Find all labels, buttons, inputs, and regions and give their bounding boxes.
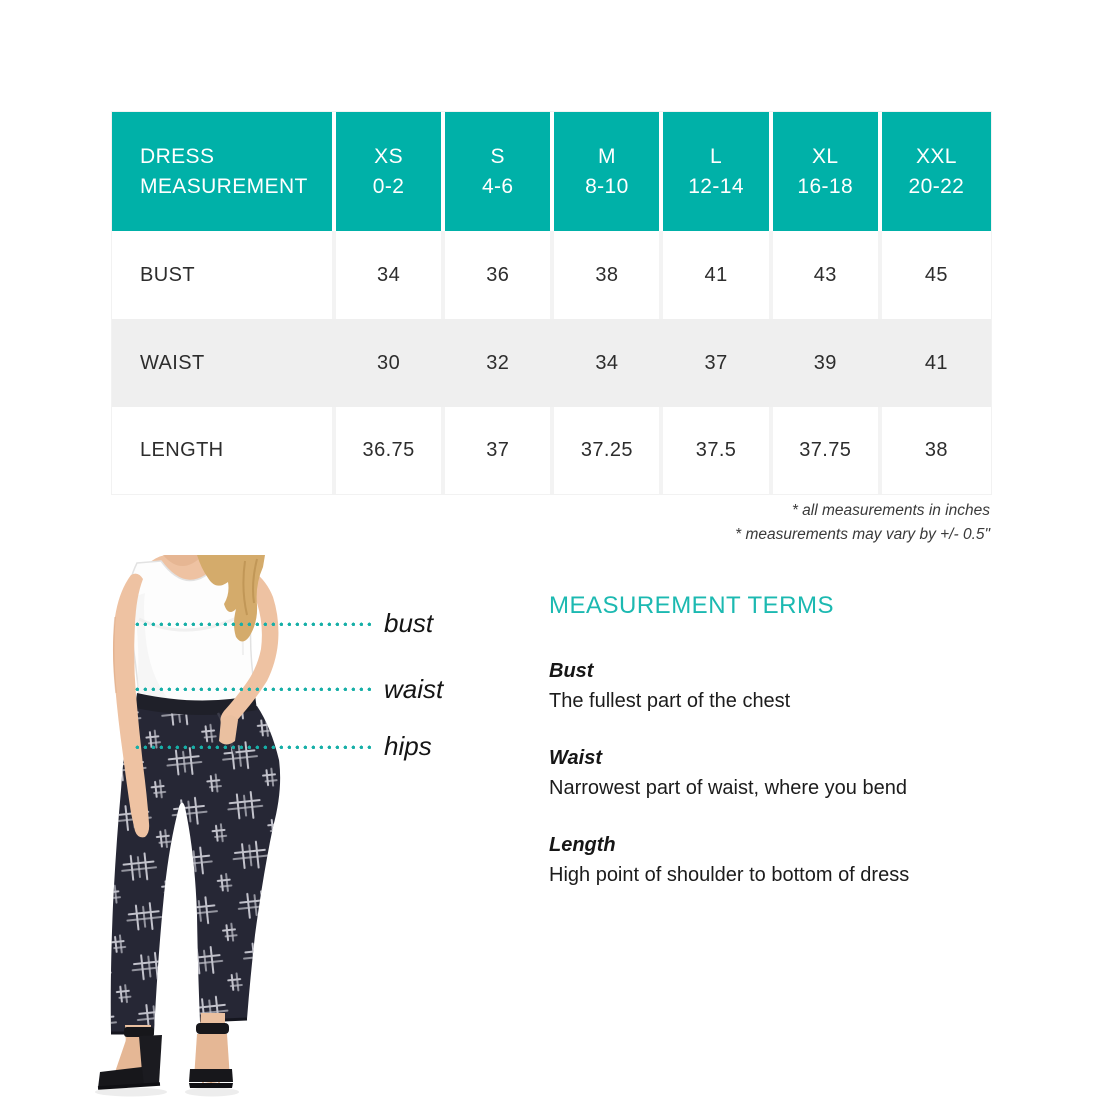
length-xl: 37.75 <box>773 407 882 494</box>
size-range: 4-6 <box>481 174 514 198</box>
footnote-variance: * measurements may vary by +/- 0.5" <box>735 526 990 543</box>
term-waist <box>549 743 1029 803</box>
bust-s: 36 <box>445 231 554 319</box>
col-header-xs <box>336 112 445 231</box>
waist-xs: 30 <box>336 319 445 407</box>
corner-line2: MEASUREMENT <box>140 174 308 198</box>
size-range: 20-22 <box>908 174 965 198</box>
term-name: Bust <box>549 660 594 682</box>
length-xxl: 38 <box>882 407 991 494</box>
model-photo <box>85 555 340 1100</box>
size-range: 0-2 <box>372 174 405 198</box>
length-s: 37 <box>445 407 554 494</box>
bust-l: 41 <box>663 231 772 319</box>
waist-xxl: 41 <box>882 319 991 407</box>
corner-line1: DRESS <box>140 144 215 168</box>
waist-l: 37 <box>663 319 772 407</box>
col-header-xxl <box>882 112 991 231</box>
hips-line-label: hips <box>384 731 432 761</box>
term-definition: High point of shoulder to bottom of dress <box>549 864 910 886</box>
row-label-bust: BUST <box>112 231 336 319</box>
size-range: 12-14 <box>688 174 744 198</box>
waist-dotted-line <box>135 687 373 692</box>
table-corner-header <box>112 112 336 231</box>
bust-xs: 34 <box>336 231 445 319</box>
col-header-l <box>663 112 772 231</box>
size-label: M <box>597 144 616 168</box>
term-name: Length <box>549 834 616 856</box>
size-label: XXL <box>915 144 957 168</box>
waist-line-label: waist <box>384 674 444 704</box>
size-range: 16-18 <box>797 174 854 198</box>
term-definition: Narrowest part of waist, where you bend <box>549 777 907 799</box>
length-xs: 36.75 <box>336 407 445 494</box>
terms-list <box>549 656 1029 890</box>
length-l: 37.5 <box>663 407 772 494</box>
length-m: 37.25 <box>554 407 663 494</box>
col-header-xl <box>773 112 882 231</box>
term-definition: The fullest part of the chest <box>549 690 791 712</box>
col-header-m <box>554 112 663 231</box>
ground-shadow <box>185 1088 239 1097</box>
terms-title: MEASUREMENT TERMS <box>549 592 834 619</box>
size-table <box>111 111 992 495</box>
footnote-inches: * all measurements in inches <box>791 502 990 519</box>
waist-s: 32 <box>445 319 554 407</box>
col-header-s <box>445 112 554 231</box>
bust-xxl: 45 <box>882 231 991 319</box>
size-label: L <box>710 144 723 168</box>
size-label: XL <box>811 144 839 168</box>
row-label-length: LENGTH <box>112 407 336 494</box>
bust-dotted-line <box>135 622 373 627</box>
term-name: Waist <box>549 747 602 769</box>
measurement-terms-section <box>549 592 1029 917</box>
size-label: S <box>490 144 505 168</box>
size-range: 8-10 <box>585 174 629 198</box>
hips-dotted-line <box>135 745 373 750</box>
waist-m: 34 <box>554 319 663 407</box>
row-label-waist: WAIST <box>112 319 336 407</box>
table-footnotes <box>735 499 990 547</box>
term-length <box>549 830 1029 890</box>
term-bust <box>549 656 1029 716</box>
waist-xl: 39 <box>773 319 882 407</box>
size-label: XS <box>374 144 403 168</box>
bust-line-label: bust <box>384 608 434 638</box>
bust-xl: 43 <box>773 231 882 319</box>
bust-m: 38 <box>554 231 663 319</box>
